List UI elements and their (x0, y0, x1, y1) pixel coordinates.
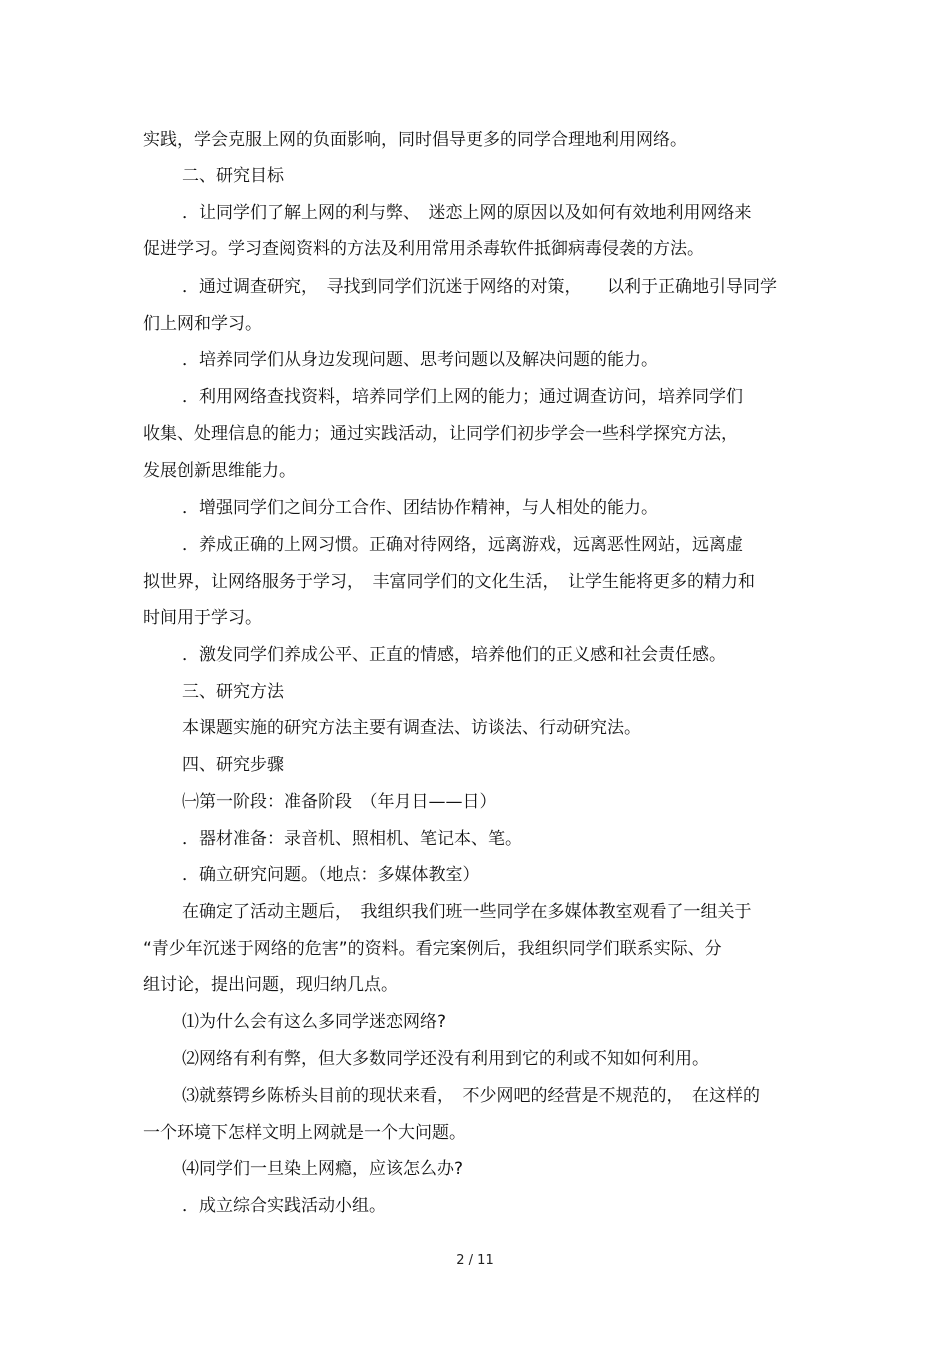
text-line: 组讨论，提出问题，现归纳几点。 (143, 975, 398, 995)
text-line: 促进学习。学习查阅资料的方法及利用常用杀毒软件抵御病毒侵袭的方法。 (143, 239, 704, 259)
section-heading-objectives: 二、研究目标 (182, 166, 284, 186)
text-line: 发展创新思维能力。 (143, 461, 296, 481)
text-line: ．通过调查研究， 寻找到同学们沉迷于网络的对策， 以利于正确地引导同学 (182, 277, 777, 297)
text-line: ⑷同学们一旦染上网瘾，应该怎么办? (182, 1159, 464, 1179)
text-line: ⑵网络有利有弊，但大多数同学还没有利用到它的利或不知如何利用。 (182, 1049, 709, 1069)
section-heading-steps: 四、研究步骤 (182, 755, 284, 775)
text-line: ．养成正确的上网习惯。正确对待网络，远离游戏，远离恶性网站，远离虚 (182, 535, 743, 555)
text-line: 在确定了活动主题后， 我组织我们班一些同学在多媒体教室观看了一组关于 (182, 902, 752, 922)
text-line: 本课题实施的研究方法主要有调查法、访谈法、行动研究法。 (182, 718, 641, 738)
text-line: 实践，学会克服上网的负面影响，同时倡导更多的同学合理地利用网络。 (143, 130, 687, 150)
text-line: ⑴为什么会有这么多同学迷恋网络? (182, 1012, 447, 1032)
text-line: ．让同学们了解上网的利与弊、 迷恋上网的原因以及如何有效地利用网络来 (182, 203, 752, 223)
text-line: ⑶就蔡锷乡陈桥头目前的现状来看， 不少网吧的经营是不规范的， 在这样的 (182, 1086, 760, 1106)
text-line: ．利用网络查找资料，培养同学们上网的能力；通过调查访问，培养同学们 (182, 387, 743, 407)
text-line: ．增强同学们之间分工合作、团结协作精神，与人相处的能力。 (182, 498, 658, 518)
text-line: 们上网和学习。 (143, 314, 262, 334)
text-line: ．培养同学们从身边发现问题、思考问题以及解决问题的能力。 (182, 350, 658, 370)
text-line: ．器材准备：录音机、照相机、笔记本、笔。 (182, 829, 522, 849)
text-line: 一个环境下怎样文明上网就是一个大问题。 (143, 1123, 466, 1143)
text-line: ．激发同学们养成公平、正直的情感，培养他们的正义感和社会责任感。 (182, 645, 726, 665)
text-line: 拟世界，让网络服务于学习， 丰富同学们的文化生活， 让学生能将更多的精力和 (143, 572, 755, 592)
text-line: ．成立综合实践活动小组。 (182, 1196, 386, 1216)
text-line: ．确立研究问题。（地点：多媒体教室） (182, 865, 480, 885)
page-number: 2 / 11 (456, 1253, 494, 1268)
section-heading-methods: 三、研究方法 (182, 682, 284, 702)
text-line: 时间用于学习。 (143, 608, 262, 628)
text-line: ㈠第一阶段：准备阶段 （年月日——日） (182, 792, 497, 812)
text-line: 收集、处理信息的能力；通过实践活动，让同学们初步学会一些科学探究方法， (143, 424, 738, 444)
text-line: “青少年沉迷于网络的危害”的资料。看完案例后，我组织同学们联系实际、分 (143, 939, 722, 959)
